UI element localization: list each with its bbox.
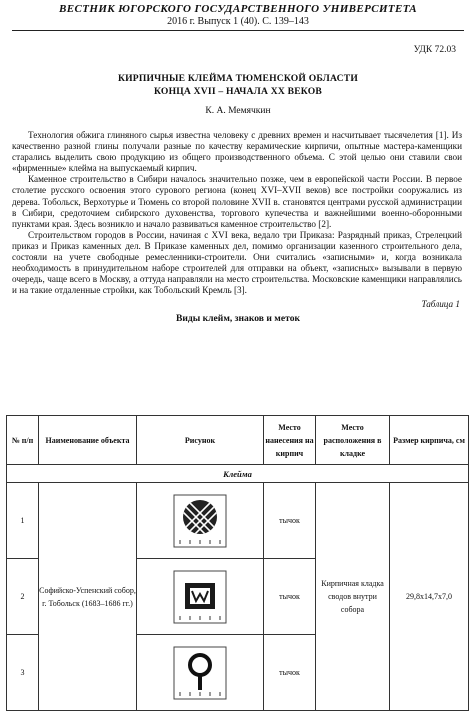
row-num: 3 bbox=[7, 635, 39, 711]
paragraph: Технология обжига глиняного сырья известна человеку с древних времен и насчитывает тысячелетия [1]. Из качественно разной глины получали разные по качеству керамические кирпичи, опытные мастера-каменщики старались выделить свою продукцию из общего производственного объема. С этой целью они ставили свои «фирменные» клейма на выпускаемый кирпич. bbox=[12, 130, 462, 174]
size-cell: 29,8х14,7х7,0 bbox=[390, 483, 469, 711]
crosshatched-circle-stamp-icon bbox=[137, 491, 263, 551]
place-cell: тычок bbox=[264, 483, 316, 559]
header-rule bbox=[12, 30, 464, 31]
stamp-picture-cell bbox=[137, 559, 264, 635]
location-cell: Кирпичная кладка сводов внутри собора bbox=[316, 483, 390, 711]
udk-code: УДК 72.03 bbox=[413, 45, 456, 55]
place-cell: тычок bbox=[264, 635, 316, 711]
stamp-picture-cell bbox=[137, 635, 264, 711]
stamp-picture-cell bbox=[137, 483, 264, 559]
section-label: Клейма bbox=[7, 465, 469, 483]
table-row bbox=[7, 483, 469, 559]
ring-on-post-stamp-icon bbox=[137, 643, 263, 703]
header-picture: Рисунок bbox=[137, 416, 264, 465]
article-body bbox=[12, 130, 462, 296]
journal-name: ВЕСТНИК ЮГОРСКОГО ГОСУДАРСТВЕННОГО УНИВЕРСИТЕТА bbox=[59, 3, 417, 15]
monogram-stamp-icon bbox=[137, 567, 263, 627]
table-title: Виды клейм, знаков и меток bbox=[175, 313, 301, 325]
header-num: № п/п bbox=[7, 416, 39, 465]
title-line-2: КОНЦА XVII – НАЧАЛА XX ВЕКОВ bbox=[154, 86, 322, 97]
header-location: Место расположения в кладке bbox=[316, 416, 390, 465]
paragraph: Каменное строительство в Сибири началось значительно позже, чем в европейской части России. В первое столетие русского освоения этого сурового региона (конец XVI–XVII веков) все постройки сооружались из дерева. Тобольск, Верхотурье и Тюмень со второй половине XVII в. становятся центрами русской администрации в Сибири, средоточием сибирского духовенства, торгового купечества и важнейшими военно-оборонными пунктами края. Здесь возникло и начало развиваться каменное строительство [2]. bbox=[12, 174, 462, 229]
header-name: Наименование объекта bbox=[39, 416, 137, 465]
stamps-table bbox=[6, 415, 469, 711]
article-title bbox=[0, 72, 476, 98]
place-cell: тычок bbox=[264, 559, 316, 635]
row-num: 2 bbox=[7, 559, 39, 635]
row-num: 1 bbox=[7, 483, 39, 559]
paragraph: Строительством городов в России, начиная с XVI века, ведало три Приказа: Разрядный приказ, Стрелецкий приказ и Приказ каменных дел. В Приказе каменных дел, помимо организации казенного строительного дела, состояли на учете свободные ремесленники-строители. Они считались «записными» и, когда возникала необходимость в принудительном наборе строителей для отправки на объект, «записных» вызывали в первую очередь, чаще всего в Москву, а оттуда направляли на место строительства. Московские каменщики направлялись и на такие отдаленные стройки, как Тобольский Кремль [3]. bbox=[12, 229, 462, 296]
issue-info: 2016 г. Выпуск 1 (40). С. 139–143 bbox=[167, 16, 309, 27]
table-header-row bbox=[7, 416, 469, 465]
table-label: Таблица 1 bbox=[421, 299, 460, 310]
section-row bbox=[7, 465, 469, 483]
object-name-cell: Софийско-Успенский собор, г. Тобольск (1683–1686 гг.) bbox=[39, 483, 137, 711]
header-size: Размер кирпича, см bbox=[390, 416, 469, 465]
header-place: Место нанесения на кирпич bbox=[264, 416, 316, 465]
title-line-1: КИРПИЧНЫЕ КЛЕЙМА ТЮМЕНСКОЙ ОБЛАСТИ bbox=[117, 73, 359, 84]
author-name: К. А. Мемячкин bbox=[205, 106, 271, 116]
